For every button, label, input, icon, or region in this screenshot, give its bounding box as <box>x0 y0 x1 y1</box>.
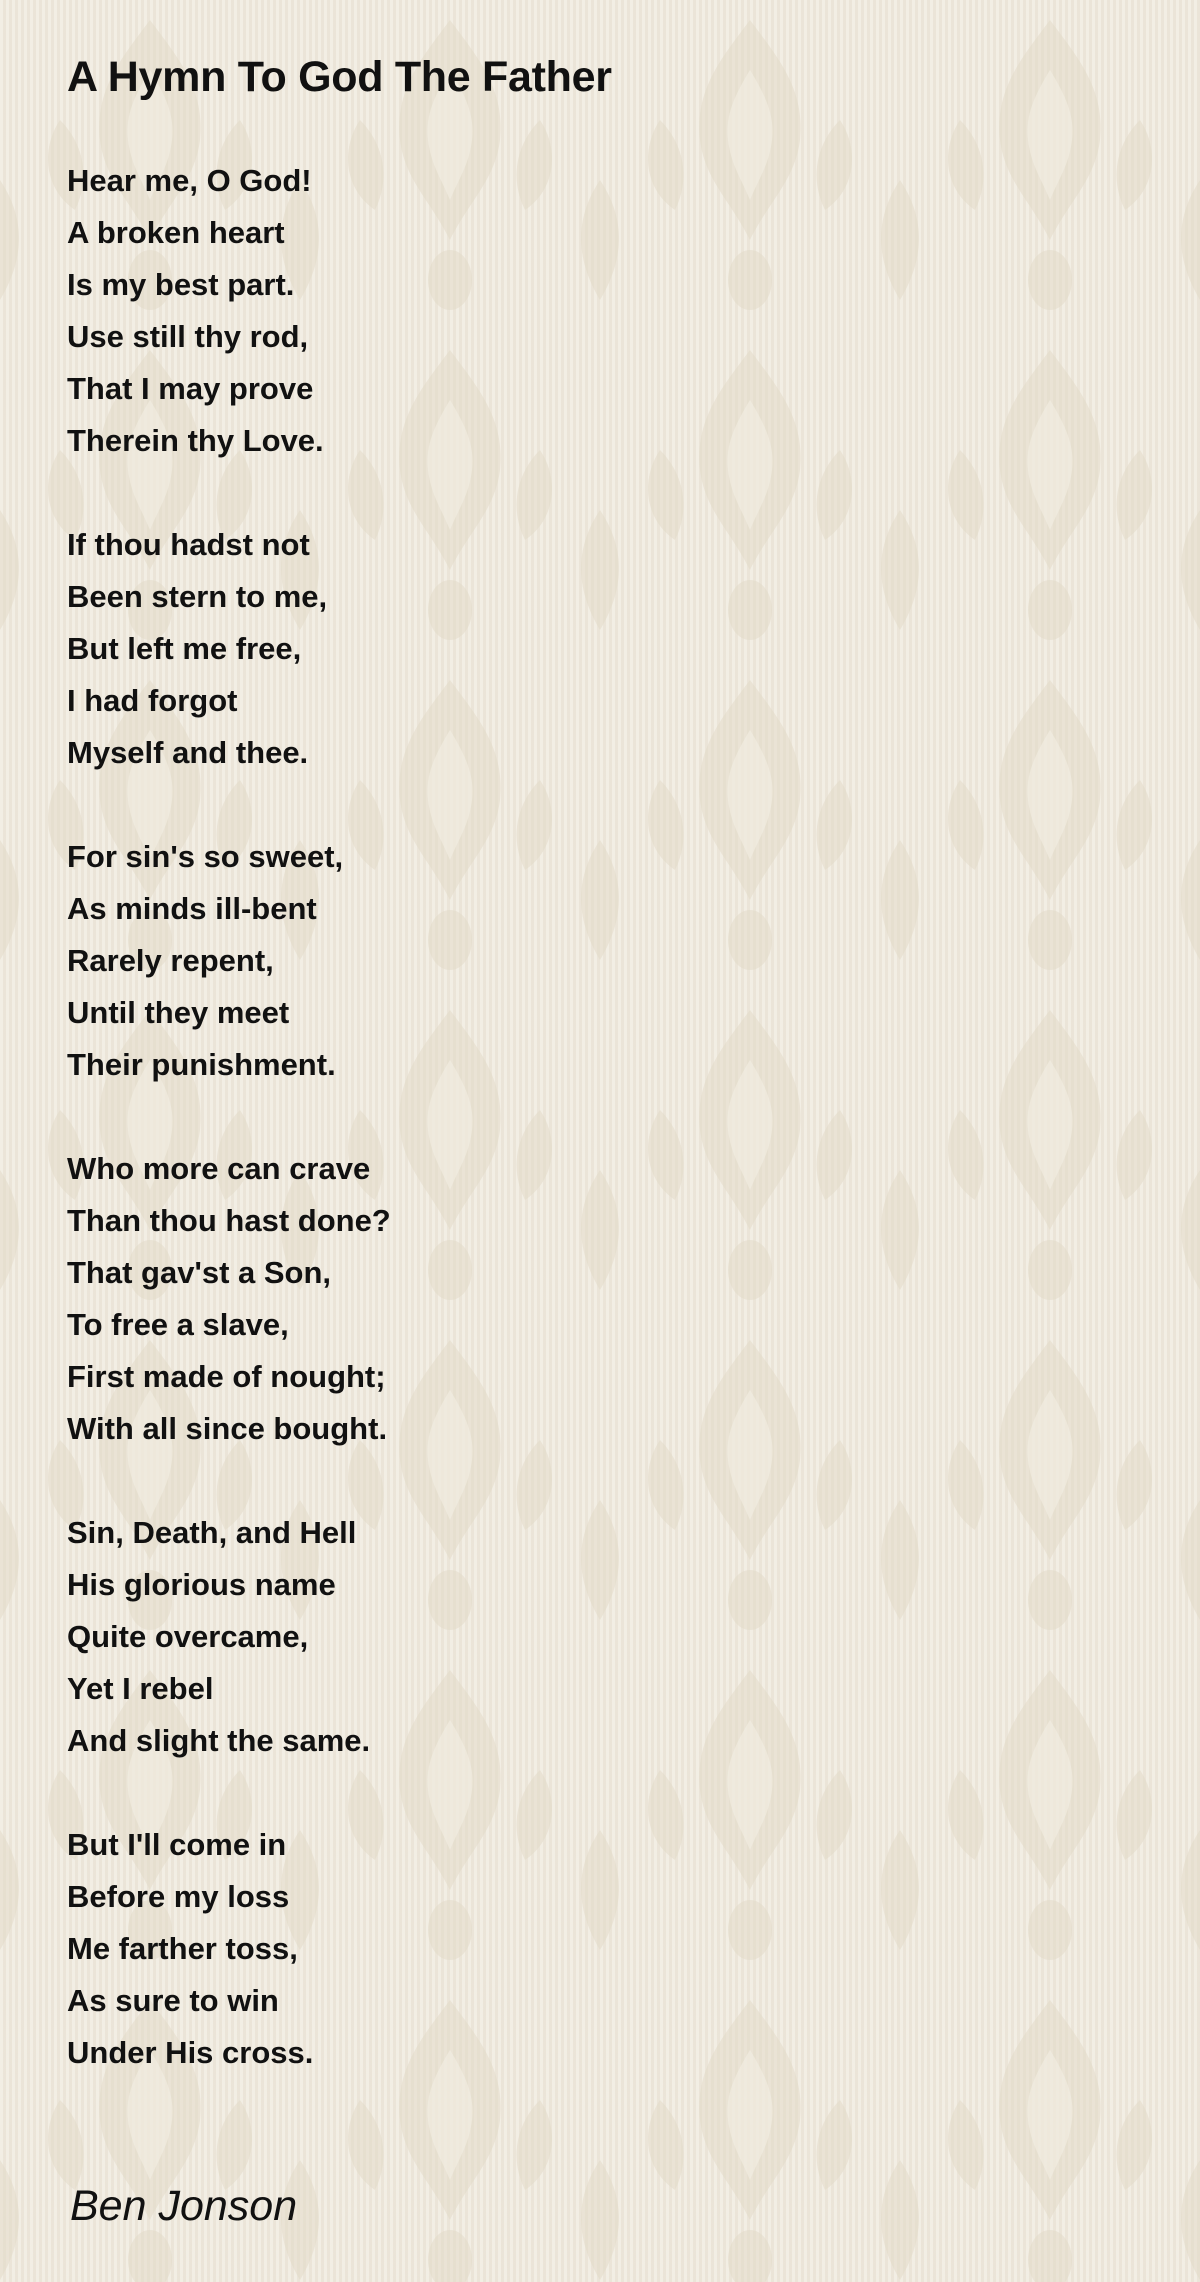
poem-line: To free a slave, <box>67 1307 289 1342</box>
poem-line: A broken heart <box>67 215 285 250</box>
poem-line: Quite overcame, <box>67 1619 309 1654</box>
poem-line: Sin, Death, and Hell <box>67 1515 357 1550</box>
poem-line: Than thou hast done? <box>67 1203 391 1238</box>
poem-author: Ben Jonson <box>70 2182 298 2230</box>
poem-line: That gav'st a Son, <box>67 1255 332 1290</box>
poem-line: Yet I rebel <box>67 1671 214 1706</box>
poem-line: Who more can crave <box>67 1151 371 1186</box>
poem-stanza <box>67 831 391 1091</box>
poem-line: Until they meet <box>67 995 290 1030</box>
poem-line: If thou hadst not <box>67 527 310 562</box>
poem-title: A Hymn To God The Father <box>67 53 612 101</box>
poem-line: Been stern to me, <box>67 579 328 614</box>
poem-page <box>0 0 1200 102</box>
poem-line: And slight the same. <box>67 1723 371 1758</box>
poem-stanza <box>67 1143 391 1455</box>
poem-line: Therein thy Love. <box>67 423 324 458</box>
poem-body <box>67 155 391 2131</box>
poem-line: Myself and thee. <box>67 735 309 770</box>
poem-line: I had forgot <box>67 683 238 718</box>
poem-line: His glorious name <box>67 1567 336 1602</box>
poem-line: Rarely repent, <box>67 943 274 978</box>
poem-stanza <box>67 1507 391 1767</box>
poem-line: As minds ill-bent <box>67 891 317 926</box>
poem-line: First made of nought; <box>67 1359 386 1394</box>
poem-line: Under His cross. <box>67 2035 314 2070</box>
poem-line: But left me free, <box>67 631 302 666</box>
poem-line: Me farther toss, <box>67 1931 298 1966</box>
poem-stanza <box>67 519 391 779</box>
poem-stanza <box>67 1819 391 2079</box>
poem-line: Use still thy rod, <box>67 319 309 354</box>
poem-line: For sin's so sweet, <box>67 839 344 874</box>
poem-line: Is my best part. <box>67 267 295 302</box>
poem-line: Their punishment. <box>67 1047 336 1082</box>
poem-line: With all since bought. <box>67 1411 388 1446</box>
poem-line: But I'll come in <box>67 1827 287 1862</box>
poem-line: That I may prove <box>67 371 314 406</box>
poem-line: Hear me, O God! <box>67 163 312 198</box>
poem-stanza <box>67 155 391 467</box>
poem-line: As sure to win <box>67 1983 279 2018</box>
poem-line: Before my loss <box>67 1879 290 1914</box>
